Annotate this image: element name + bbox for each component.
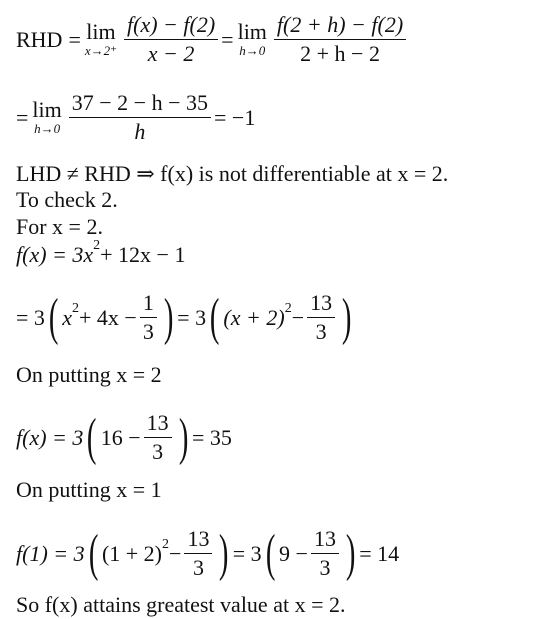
differentiability-conclusion [16,163,448,185]
left-paren: ( [88,524,99,582]
inner-term: 16 − [100,424,141,450]
check-heading [16,189,118,211]
squared-term: (x + 2) [223,304,285,330]
conclusion-text: LHD ≠ RHD ⇒ f(x) is not differentiable at x = 2. [16,161,449,186]
evaluation-at-1 [16,524,400,582]
fraction-denominator: 3 [152,439,164,464]
exponent: 2 [93,238,101,253]
equals-three: = 3 [177,304,207,330]
fraction-numerator: 13 [311,528,339,554]
limit-expression [237,18,267,59]
thirteen-thirds-fraction [144,412,172,463]
left-paren: ( [48,288,59,346]
final-conclusion [16,594,345,616]
lim-subscript: h→0 [34,120,61,136]
rhd-label: RHD [16,26,63,52]
equals-three: = 3 [232,540,262,566]
lim-subscript: h→0 [239,42,266,58]
evaluation-fraction [69,92,211,143]
check-text: To check 2. [16,187,118,212]
result-value: = −1 [214,104,256,130]
squared-term: (1 + 2) [101,540,163,566]
fraction-denominator: 3 [315,319,327,344]
lim-word: lim [32,96,62,122]
lim-word: lim [86,18,116,44]
thirteen-thirds-fraction [184,528,212,579]
putting-x2-heading [16,364,162,386]
rhd-evaluation-line [16,92,255,143]
fraction-numerator: 13 [307,292,335,318]
fraction-denominator: x − 2 [147,41,195,66]
right-paren: ) [219,524,229,582]
function-lhs: f(1) = 3 [16,540,85,566]
for-x-text: For x = 2. [16,214,103,239]
inner-term: 9 − [279,540,308,566]
one-third-fraction [140,292,157,343]
fraction-denominator: 3 [192,555,204,580]
exponent: 2 [72,300,80,316]
left-paren: ( [87,408,97,466]
function-lhs: f(x) = 3 [16,424,84,450]
fraction-denominator: h [134,119,146,144]
equals-three: = 3 [16,304,45,330]
minus-sign: − [291,304,305,330]
limit-expression [84,18,118,59]
equals-sign: = [221,26,234,52]
equals-sign: = [68,26,81,52]
completed-square-line [16,288,355,346]
function-lhs: f(x) = 3x [16,242,94,267]
right-paren: ) [163,288,174,346]
putting-x1-heading [16,479,162,501]
difference-quotient [124,14,218,65]
fraction-numerator: 13 [184,528,212,554]
left-paren: ( [209,288,220,346]
fraction-numerator: f(x) − f(2) [124,14,218,40]
term-x: x [62,304,73,330]
exponent: 2 [284,300,292,316]
function-rest: + 12x − 1 [100,242,186,267]
thirteen-thirds-fraction [307,292,335,343]
fraction-denominator: 3 [319,555,331,580]
result-value: = 35 [191,424,232,450]
minus-sign: − [169,540,182,566]
fraction-numerator: 37 − 2 − h − 35 [69,92,211,118]
lim-word: lim [237,18,267,44]
term-rest: + 4x − [79,304,137,330]
lim-subscript: x→2⁺ [84,42,118,58]
equals-sign: = [16,104,29,130]
difference-quotient [274,14,406,65]
for-x-line [16,216,103,238]
fraction-numerator: 13 [144,412,172,438]
exponent: 2 [162,536,170,552]
evaluation-at-2 [16,408,232,466]
left-paren: ( [265,524,276,582]
right-paren: ) [342,288,352,346]
fraction-numerator: 1 [140,292,157,318]
conclusion-text: So f(x) attains greatest value at x = 2. [16,592,346,617]
right-paren: ) [345,524,356,582]
rhd-limit-line [16,14,409,65]
fraction-denominator: 2 + h − 2 [300,41,380,66]
limit-expression [32,96,62,137]
right-paren: ) [178,408,189,466]
putting-text: On putting x = 2 [16,362,162,387]
result-value: = 14 [359,540,400,566]
fraction-numerator: f(2 + h) − f(2) [274,14,406,40]
thirteen-thirds-fraction [311,528,339,579]
function-definition [16,238,186,267]
fraction-denominator: 3 [142,319,154,344]
putting-text: On putting x = 1 [16,477,162,502]
